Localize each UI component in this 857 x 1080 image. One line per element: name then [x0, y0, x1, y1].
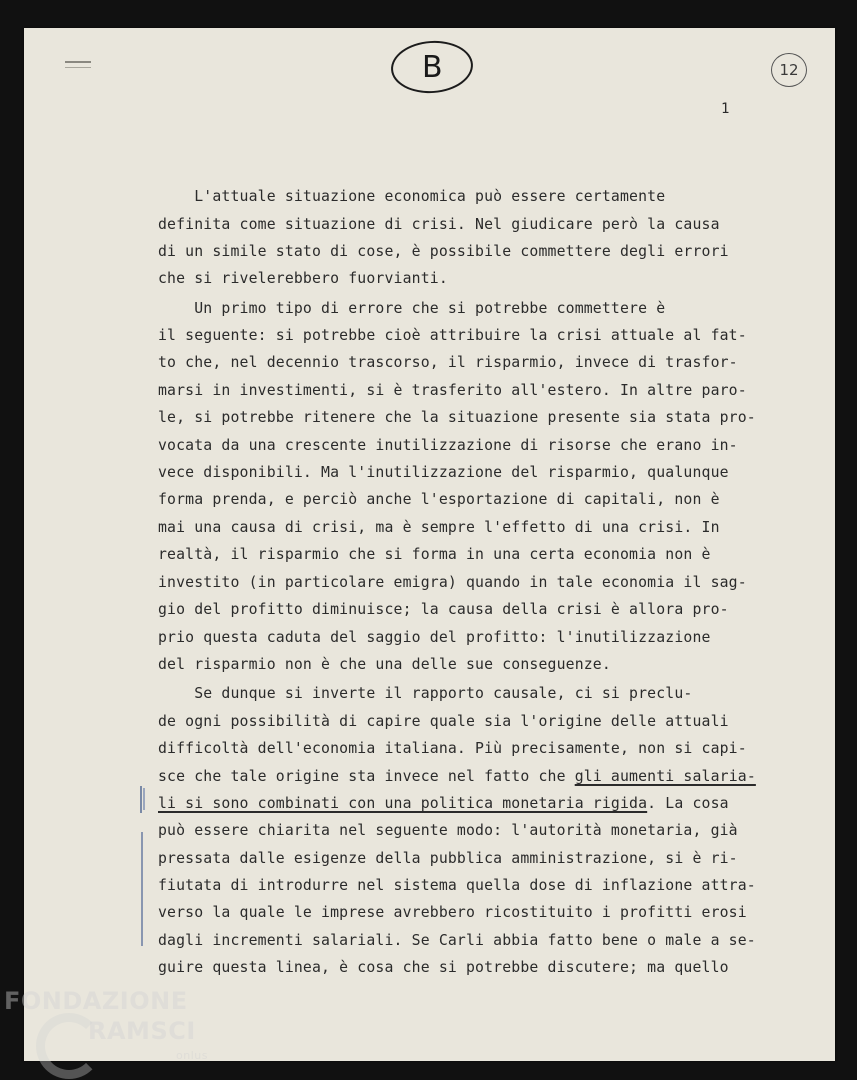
- text-line: [158, 795, 729, 812]
- staple-mark: [65, 61, 91, 68]
- text-line: vocata da una crescente inutilizzazione di risorse che erano in-: [158, 437, 738, 454]
- text-segment: sce che tale origine sta invece nel fatto che: [158, 768, 575, 785]
- text-line: realtà, il risparmio che si forma in una certa economia non è: [158, 546, 711, 563]
- text-line: investito (in particolare emigra) quando in tale economia il sag-: [158, 574, 747, 591]
- text-line: to che, nel decennio trascorso, il risparmio, invece di trasfor-: [158, 354, 738, 371]
- text-line: forma prenda, e perciò anche l'esportazione di capitali, non è: [158, 491, 720, 508]
- text-line: marsi in investimenti, si è trasferito all'estero. In altre paro-: [158, 382, 747, 399]
- text-line: L'attuale situazione economica può essere certamente: [158, 188, 666, 205]
- underlined-text: gli aumenti salaria-: [574, 768, 756, 785]
- text-line: le, si potrebbe ritenere che la situazione presente sia stata pro-: [158, 409, 756, 426]
- watermark-line2: RAMSCI: [88, 1017, 196, 1045]
- text-line: de ogni possibilità di capire quale sia l'origine delle attuali: [158, 713, 729, 730]
- text-line: difficoltà dell'economia italiana. Più precisamente, non si capi-: [158, 740, 747, 757]
- underlined-text: li si sono combinati con una politica monetaria rigida: [158, 795, 648, 812]
- margin-mark: [140, 786, 142, 813]
- text-line: Se dunque si inverte il rapporto causale, ci si preclu-: [158, 685, 693, 702]
- sheet-number-stamp: [771, 53, 807, 87]
- text-line: gio del profitto diminuisce; la causa della crisi è allora pro-: [158, 601, 729, 618]
- document-page: [24, 28, 835, 1061]
- text-line: del risparmio non è che una delle sue conseguenze.: [158, 656, 611, 673]
- archive-letter: B: [421, 49, 443, 85]
- text-line: il seguente: si potrebbe cioè attribuire la crisi attuale al fat-: [158, 327, 747, 344]
- text-line: Un primo tipo di errore che si potrebbe commettere è: [158, 300, 666, 317]
- text-line: [158, 768, 756, 785]
- fondazione-gramsci-watermark: [4, 985, 214, 1077]
- margin-line: [141, 832, 143, 946]
- archive-letter-stamp: [389, 38, 474, 96]
- text-line: vece disponibili. Ma l'inutilizzazione del risparmio, qualunque: [158, 464, 729, 481]
- text-line: mai una causa di crisi, ma è sempre l'effetto di una crisi. In: [158, 519, 720, 536]
- text-line: fiutata di introdurre nel sistema quella dose di inflazione attra-: [158, 877, 756, 894]
- sheet-number: 12: [779, 61, 799, 79]
- text-line: dagli incrementi salariali. Se Carli abbia fatto bene o male a se-: [158, 932, 756, 949]
- text-line: di un simile stato di cose, è possibile commettere degli errori: [158, 243, 729, 260]
- text-line: prio questa caduta del saggio del profitto: l'inutilizzazione: [158, 629, 711, 646]
- text-line: pressata dalle esigenze della pubblica amministrazione, si è ri-: [158, 850, 738, 867]
- text-line: che si rivelerebbero fuorvianti.: [158, 270, 448, 287]
- text-line: può essere chiarita nel seguente modo: l'autorità monetaria, già: [158, 822, 738, 839]
- watermark-line1: FONDAZIONE: [4, 987, 188, 1015]
- page-number: 1: [721, 101, 730, 117]
- text-segment: . La cosa: [647, 795, 729, 812]
- watermark-suffix: onlus: [176, 1049, 208, 1062]
- text-line: guire questa linea, è cosa che si potrebbe discutere; ma quello: [158, 959, 729, 976]
- margin-mark: [143, 788, 145, 810]
- text-line: verso la quale le imprese avrebbero ricostituito i profitti erosi: [158, 904, 747, 921]
- text-line: definita come situazione di crisi. Nel giudicare però la causa: [158, 216, 720, 233]
